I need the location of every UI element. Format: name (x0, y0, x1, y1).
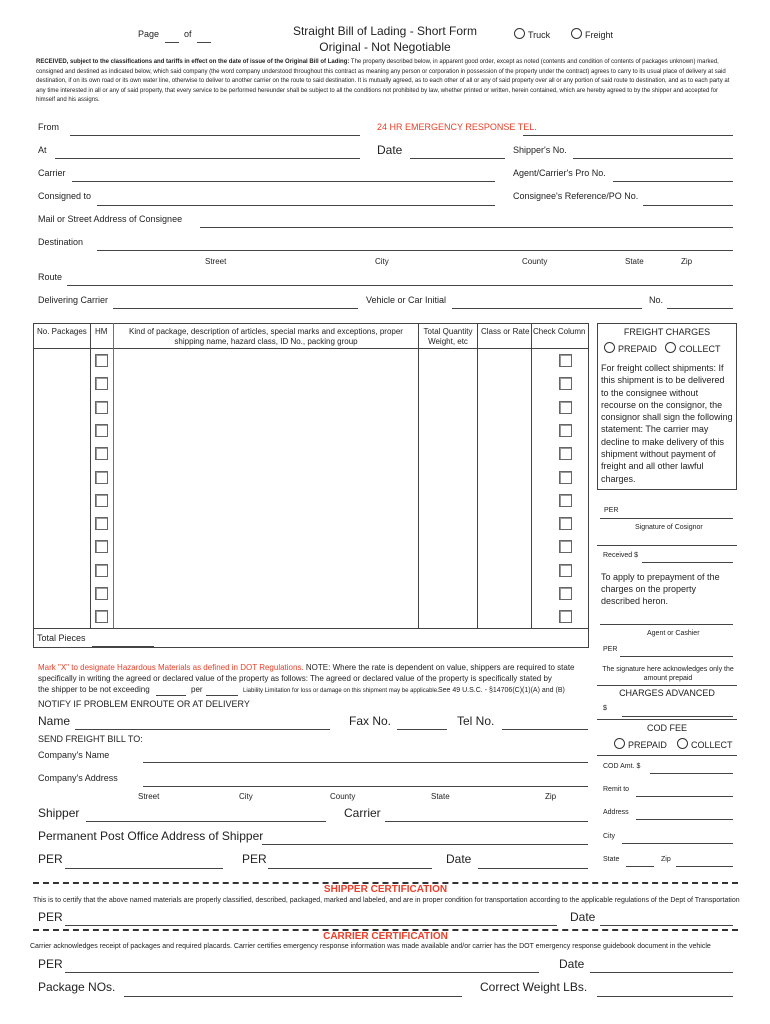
remit-to-field[interactable] (636, 796, 733, 797)
usc-text: See 49 U.S.C. - §14706(C)(1)(A) and (B) (438, 687, 565, 694)
per-value-field[interactable] (206, 695, 238, 696)
check-column-checkbox[interactable] (559, 447, 572, 460)
charges-advanced-title: CHARGES ADVANCED (619, 688, 715, 698)
send-bill-label: SEND FREIGHT BILL TO: (38, 734, 143, 744)
hm-checkbox[interactable] (95, 354, 108, 367)
check-column-checkbox[interactable] (559, 587, 572, 600)
liability-text: Liability Limitation for loss or damage on this shipment may be applicable. (243, 688, 439, 694)
remit-state-field[interactable] (626, 866, 654, 867)
agent-cashier-label: Agent or Cashier (647, 630, 700, 637)
col-hm-header: HM (95, 327, 108, 336)
cashier-per-label: PER (603, 646, 618, 653)
freight-prepaid-option[interactable]: PREPAID (604, 342, 657, 354)
date-label: Date (377, 143, 403, 157)
carrier-label: Carrier (38, 168, 66, 178)
received-paragraph: RECEIVED, subject to the classifications and tariffs in effect on the date of issue of the Original Bill of Lading: The property described below, in apparent good order, except as noted (contents and condition of contents of packages unknown) marked, consigned and destined as indicated below, which said company (the word company understood throughout this contract as meaning any person or corporation in possession of the property under the contract) agrees to carry to its usual place of delivery at said destination, if on its own road or its own water line, otherwise to deliver to another carrier on the route to said destination. It is mutually agreed, as to each other of all or any of said property over all or any portion of said route to destination, and as to each party at any time interested in all or any of said property, that every service to be performed hereunder shall be subject to all the conditions not prohibited by law, whether printed or written, herein contained, which are hereby agreed to by the shipper and accepted for himself and his assigns. (36, 59, 730, 104)
notify-name-field[interactable] (75, 729, 330, 730)
check-column-checkbox[interactable] (559, 494, 572, 507)
route-label: Route (38, 272, 63, 282)
post-office-field[interactable] (262, 844, 588, 845)
not-exceeding-label: the shipper to be not exceeding (38, 685, 150, 694)
remit-address-label: Address (603, 809, 629, 816)
shipper-per-field[interactable] (65, 868, 223, 869)
destination-field[interactable] (97, 250, 733, 251)
post-office-label: Permanent Post Office Address of Shipper (38, 829, 264, 843)
route-field[interactable] (67, 285, 733, 286)
tel-field[interactable] (502, 729, 588, 730)
shippers-no-field[interactable] (573, 158, 733, 159)
divider (597, 719, 737, 720)
consignor-per-label: PER (604, 507, 619, 514)
col-check-header: Check Column (533, 327, 586, 336)
shippers-no-label: Shipper's No. (513, 145, 567, 155)
table-col-divider (418, 323, 419, 628)
remit-to-label: Remit to (603, 786, 630, 793)
check-column-checkbox[interactable] (559, 377, 572, 390)
shipper-cert-date-field[interactable] (600, 925, 733, 926)
no-field[interactable] (667, 308, 733, 309)
truck-radio-icon (514, 28, 525, 39)
carrier-cert-per-label: PER (38, 957, 63, 971)
carrier-sign-field[interactable] (385, 821, 588, 822)
collect-statement: For freight collect shipments: If this shipment is to be delivered to the consignee without recourse on the consignor, the consignor shall sign the following statement: The carrier may decline to make delivery of this shipment without payment of freight and all other lawful charges. (601, 363, 733, 484)
correct-weight-label: Correct Weight LBs. (480, 980, 588, 994)
cod-collect-radio-icon (677, 738, 688, 749)
emergency-label: 24 HR EMERGENCY RESPONSE TEL. (377, 122, 537, 132)
notify-date-field[interactable] (478, 868, 588, 869)
dest-county-label: County (522, 257, 548, 266)
check-column-checkbox[interactable] (559, 564, 572, 577)
mail-address-field[interactable] (200, 227, 733, 228)
company-state-label: State (431, 792, 450, 801)
declared-value-field[interactable] (156, 695, 186, 696)
fax-label: Fax No. (349, 714, 392, 728)
hm-checkbox[interactable] (95, 540, 108, 553)
table-header-divider (33, 348, 589, 349)
carrier-cert-text: Carrier acknowledges receipt of packages and required placards. Carrier certifies emergency response information was made available and/or carrier has the DOT emergency response guidebook document in the vehicle (30, 943, 711, 950)
dest-street-label: Street (205, 257, 227, 266)
remit-address-field[interactable] (636, 819, 733, 820)
hazmat-note: Mark "X" to designate Hazardous Materials as defined in DOT Regulations. NOTE: Where the rate is dependent on value, shippers are required to state specifically in writing the agreed or declared value of the property as follows: The agreed or declared value of the property is specifically stated by (38, 663, 575, 683)
form-subtitle: Original - Not Negotiable (319, 40, 451, 54)
carrier-cert-date-field[interactable] (590, 972, 733, 973)
freight-radio-icon (571, 28, 582, 39)
form-title: Straight Bill of Lading - Short Form (292, 24, 478, 38)
package-nos-field[interactable] (124, 996, 462, 997)
shipper-label: Shipper (38, 806, 80, 820)
total-pieces-field[interactable] (92, 646, 154, 647)
cashier-per-field[interactable] (620, 656, 733, 657)
no-label: No. (649, 295, 664, 305)
remit-zip-label: Zip (661, 856, 671, 863)
dest-state-label: State (625, 257, 644, 266)
cod-amt-label: COD Amt. $ (603, 763, 641, 770)
carrier-sign-label: Carrier (344, 806, 381, 820)
shipper-cert-date-label: Date (570, 910, 596, 924)
divider (597, 545, 737, 546)
date-field[interactable] (410, 158, 505, 159)
correct-weight-field[interactable] (597, 996, 733, 997)
agent-pro-label: Agent/Carrier's Pro No. (513, 168, 606, 178)
company-street-label: Street (138, 792, 160, 801)
freight-option[interactable]: Freight (571, 28, 613, 40)
page-label: Page (138, 29, 160, 39)
hm-checkbox[interactable] (95, 377, 108, 390)
prepaid-radio-icon (604, 342, 615, 353)
carrier-cert-date-label: Date (559, 957, 585, 971)
hm-checkbox[interactable] (95, 471, 108, 484)
dest-zip-label: Zip (681, 257, 693, 266)
dollar-label: $ (603, 705, 607, 712)
consignee-ref-field[interactable] (643, 205, 733, 206)
items-table (33, 323, 589, 648)
hm-checkbox[interactable] (95, 401, 108, 414)
check-column-checkbox[interactable] (559, 424, 572, 437)
consignor-signature-field[interactable] (600, 518, 733, 519)
of-label: of (184, 29, 192, 39)
remit-city-label: City (603, 833, 616, 840)
col-kind-header: Kind of package, description of articles, special marks and exceptions, proper shipping name, hazard class, ID No., packing group (129, 327, 403, 346)
vehicle-field[interactable] (452, 308, 642, 309)
shipper-cert-per-label: PER (38, 910, 63, 924)
shipper-per-label: PER (38, 852, 63, 866)
company-address-field[interactable] (143, 786, 588, 787)
emergency-field[interactable] (523, 135, 733, 136)
divider (597, 685, 737, 686)
cod-amt-field[interactable] (650, 773, 733, 774)
remit-city-field[interactable] (622, 843, 733, 844)
charges-advanced-field[interactable] (622, 716, 733, 717)
cod-collect-option[interactable]: COLLECT (677, 738, 733, 750)
dest-city-label: City (375, 257, 389, 266)
hm-checkbox[interactable] (95, 587, 108, 600)
hm-col-divider (113, 323, 114, 628)
hm-checkbox[interactable] (95, 447, 108, 460)
check-column-checkbox[interactable] (559, 610, 572, 623)
table-footer-divider (33, 628, 589, 629)
hm-checkbox[interactable] (95, 517, 108, 530)
shipper-cert-text: This is to certify that the above named materials are properly classified, described, packaged, marked and labeled, and are in proper condition for transportation according to the applicable regulations of the Dept of Transportation (33, 897, 740, 904)
table-col-divider (531, 323, 532, 628)
package-nos-label: Package NOs. (38, 980, 116, 994)
truck-option[interactable]: Truck (514, 28, 550, 40)
mail-address-label: Mail or Street Address of Consignee (38, 214, 183, 224)
consigned-to-field[interactable] (97, 205, 495, 206)
col-packages-header: No. Packages (37, 327, 87, 336)
collect-radio-icon (665, 342, 676, 353)
company-county-label: County (330, 792, 356, 801)
consigned-to-label: Consigned to (38, 191, 92, 201)
from-field[interactable] (70, 135, 360, 136)
shipper-field[interactable] (86, 821, 326, 822)
agent-pro-field[interactable] (613, 181, 733, 182)
cod-fee-title: COD FEE (646, 723, 687, 733)
divider (597, 755, 737, 756)
hm-checkbox[interactable] (95, 564, 108, 577)
hm-checkbox[interactable] (95, 610, 108, 623)
hm-checkbox[interactable] (95, 494, 108, 507)
carrier-cert-per-field[interactable] (65, 972, 539, 973)
page-total-field[interactable] (197, 42, 211, 43)
total-pieces-label: Total Pieces (37, 633, 86, 643)
check-column-checkbox[interactable] (559, 540, 572, 553)
check-column-checkbox[interactable] (559, 401, 572, 414)
fax-field[interactable] (397, 729, 447, 730)
at-label: At (38, 145, 47, 155)
cod-prepaid-option[interactable]: PREPAID (614, 738, 667, 750)
company-address-label: Company's Address (38, 773, 118, 783)
col-qty-header: Total Quantity Weight, etc (423, 327, 473, 346)
page-number-field[interactable] (165, 42, 179, 43)
acknowledge-text: The signature here acknowledges only the amount prepaid (602, 666, 734, 682)
per-value-label: per (191, 685, 203, 694)
cod-prepaid-radio-icon (614, 738, 625, 749)
signature-consignor-label: Signature of Cosignor (635, 524, 703, 531)
table-col-divider (477, 323, 478, 628)
remit-zip-field[interactable] (676, 866, 733, 867)
check-column-checkbox[interactable] (559, 354, 572, 367)
carrier-per-field[interactable] (268, 868, 432, 869)
at-field[interactable] (55, 158, 360, 159)
received-label: Received $ (603, 552, 639, 559)
delivering-carrier-field[interactable] (113, 308, 358, 309)
freight-charges-title: FREIGHT CHARGES (623, 327, 711, 337)
tel-label: Tel No. (457, 714, 495, 728)
carrier-cert-title: CARRIER CERTIFICATION (323, 931, 448, 942)
consignee-ref-label: Consignee's Reference/PO No. (513, 191, 639, 201)
check-column-checkbox[interactable] (559, 517, 572, 530)
col-class-header: Class or Rate (481, 327, 530, 336)
vehicle-label: Vehicle or Car Initial (366, 295, 447, 305)
table-col-divider (90, 323, 91, 628)
apply-prepayment-text: To apply to prepayment of the charges on the property described heron. (601, 572, 720, 607)
company-zip-label: Zip (545, 792, 557, 801)
check-column-checkbox[interactable] (559, 471, 572, 484)
company-name-label: Company's Name (38, 750, 110, 760)
notify-label: NOTIFY IF PROBLEM ENROUTE OR AT DELIVERY (38, 699, 250, 709)
hm-checkbox[interactable] (95, 424, 108, 437)
received-field[interactable] (642, 562, 733, 563)
company-name-field[interactable] (143, 762, 588, 763)
carrier-field[interactable] (72, 181, 495, 182)
carrier-per-label: PER (242, 852, 267, 866)
shipper-cert-per-field[interactable] (65, 925, 557, 926)
notify-date-label: Date (446, 852, 472, 866)
destination-label: Destination (38, 237, 84, 247)
delivering-carrier-label: Delivering Carrier (38, 295, 109, 305)
company-city-label: City (239, 792, 253, 801)
shipper-cert-title: SHIPPER CERTIFICATION (323, 884, 448, 895)
from-label: From (38, 122, 59, 132)
notify-name-label: Name (38, 714, 71, 728)
agent-cashier-field[interactable] (600, 624, 733, 625)
freight-collect-option[interactable]: COLLECT (665, 342, 721, 354)
remit-state-label: State (603, 856, 620, 863)
